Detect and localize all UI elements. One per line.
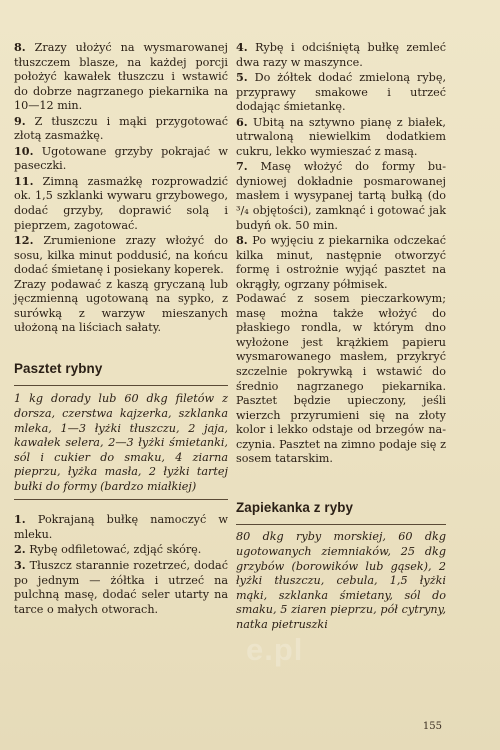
serving-note: Zrazy podawać z kaszą gryczaną lub jęczmienną ugotowaną na sypko, z surówką z warzyw mieszanych ułożoną na liściach sałaty. xyxy=(14,277,228,335)
step-number: 12. xyxy=(14,233,34,248)
step xyxy=(14,144,228,174)
right-column xyxy=(236,40,446,632)
recipe-title: Zapiekanka z ryby xyxy=(236,499,354,515)
step-number: 1. xyxy=(14,512,26,527)
step-number: 8. xyxy=(14,40,26,54)
step-text: Rybę odfiletować, zdjąć skórę. xyxy=(29,543,202,557)
steps-list xyxy=(14,512,228,617)
step-text: Ugotowane grzyby pokrajać w paseczki. xyxy=(14,144,228,173)
step-number: 7. xyxy=(236,159,248,174)
step-text: Rybę i odciśniętą bułkę zemleć dwa razy w maszynce. xyxy=(236,41,446,69)
step-number: 11. xyxy=(14,173,34,188)
step-text: Zimną zasmażkę rozprowadzić ok. 1,5 szklanki wywaru grzybowego, dodać grzyby, doprawić solą i pieprzem, zagotować. xyxy=(14,174,228,232)
step xyxy=(236,115,446,160)
step-text: Do żółtek dodać zmieloną rybę, przyprawy smakowe i utrzeć dodając śmietankę. xyxy=(236,71,446,114)
step-text: Po wyjęciu z piekarnika odczekać kilka minut, następnie otworzyć formę i ostrożnie wyjąć pasztet na okrągły, ogrzany półmisek. xyxy=(236,234,446,291)
step-text: Zrumienione zrazy włożyć do sosu, kilka minut poddusić, na końcu dodać śmietanę i posiekany koperek. xyxy=(14,234,228,277)
step-number: 6. xyxy=(236,114,248,129)
step-text: Z tłuszczu i mąki przygotować złotą zasmażkę. xyxy=(14,114,229,143)
step-number: 10. xyxy=(14,143,34,158)
step-number: 4. xyxy=(236,40,248,54)
step-text: Ubitą na sztywno pianę z białek, utrwaloną niewielkim dodatkiem cukru, lekko wymieszać z masą. xyxy=(236,115,446,158)
step xyxy=(14,558,228,617)
step xyxy=(14,233,228,278)
step-number: 9. xyxy=(14,113,26,128)
steps-list xyxy=(236,40,446,292)
step-number: 2. xyxy=(14,542,26,557)
step-number: 8. xyxy=(236,233,248,248)
step xyxy=(14,542,228,558)
left-column xyxy=(14,40,228,617)
step xyxy=(14,512,228,542)
step-text: Zrazy ułożyć na wysmarowanej tłuszczem blasze, na każdej porcji położyć kawałek tłuszczu i wstawić do dobrze nagrzanego piekarnika na 10—12 min. xyxy=(14,41,229,113)
ingredients: 80 dkg ryby morskiej, 60 dkg ugotowanych ziemniaków, 25 dkg grzybów (borowików lub gąsek), 2 łyżki tłuszczu, cebula, 1,5 łyżki mąki, szklanka śmietany, sól do smaku, 5 ziaren pieprzu, pół cytryny, natka pietruszki xyxy=(236,530,446,631)
watermark: e.pl xyxy=(246,632,304,667)
page-number: 155 xyxy=(422,721,442,732)
step xyxy=(14,40,228,114)
step-text: Tłuszcz starannie rozetrzeć, dodać po jednym — żółtka i utrzeć na pulchną masę, dodać seler utarty na tarce o małych otworach. xyxy=(14,558,228,616)
step xyxy=(236,233,446,292)
step-text: Pokrajaną bułkę namoczyć w mleku. xyxy=(14,513,228,541)
steps-list xyxy=(14,40,228,278)
serving-note: Podawać z sosem pieczarkowym; masę można także włożyć do płaskiego rondla, w którym dno wyłożone jest krążkiem papieru wysmarowanego masłem, przykryć szczelnie pokrywką i wstawić do średnio nagrzanego piekarnika. Pasztet będzie upieczony, jeśli wierzch przyrumieni się na złoty kolor i lekko odstaje od brzegów naczynia. Pasztet na zimno podaje się z sosem tatarskim. xyxy=(236,292,446,466)
recipe-title: Pasztet rybny xyxy=(14,360,103,376)
step xyxy=(236,40,446,70)
step-text: Masę włożyć do formy budyniowej dokładnie posmarowanej masłem i wysypanej tartą bułką (do ³/₄ objętości), zamknąć i gotować jak budyń ok. 50 min. xyxy=(236,160,446,232)
step xyxy=(236,70,446,115)
step xyxy=(236,159,446,233)
ingredients: 1 kg dorady lub 60 dkg filetów z dorsza, czerstwa kajzerka, szklanka mleka, 1—3 łyżki tłuszczu, 2 jaja, kawałek selera, 2—3 łyżki śmietanki, sól i cukier do smaku, 4 ziarna pieprzu, łyżka masła, 2 łyżki tartej bułki do formy (bardzo miałkiej) xyxy=(14,392,228,493)
step-number: 5. xyxy=(236,70,248,85)
step xyxy=(14,174,228,233)
step-number: 3. xyxy=(14,557,26,572)
step xyxy=(14,114,228,144)
